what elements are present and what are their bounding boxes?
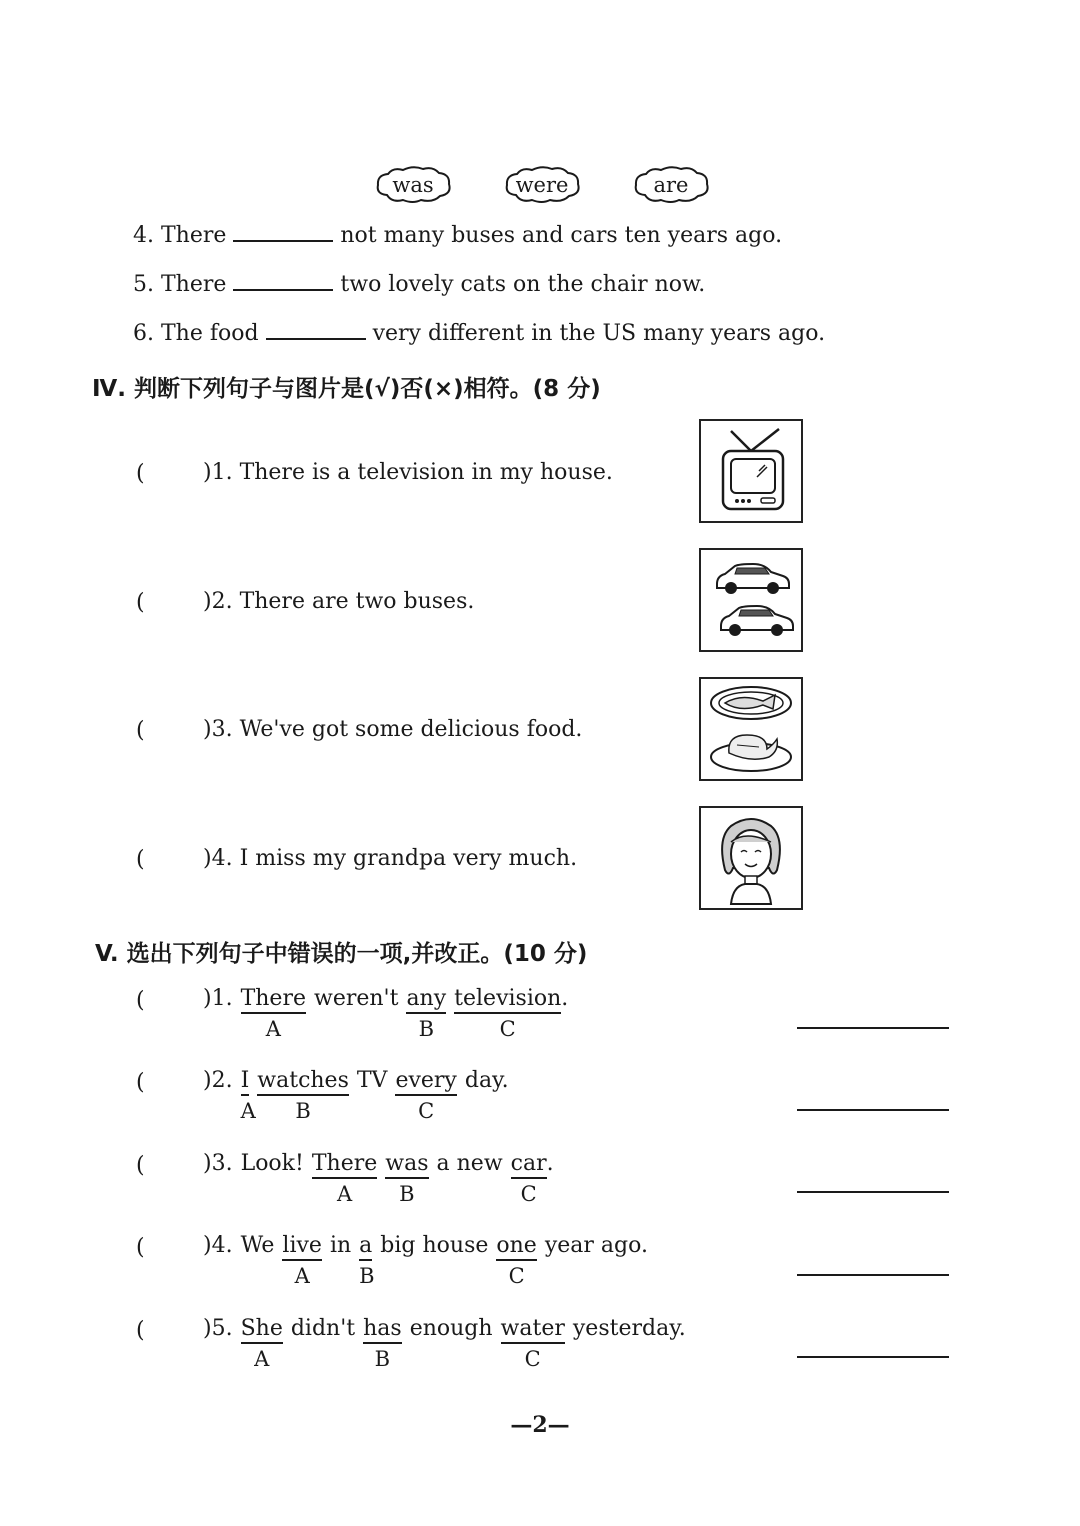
error-sentence-1: )1. There A weren't any B television C . bbox=[203, 986, 569, 1041]
option-c: water C bbox=[500, 1316, 565, 1371]
food-plates-icon bbox=[701, 679, 801, 779]
word-are: are bbox=[653, 173, 689, 197]
answer-blank[interactable] bbox=[233, 222, 333, 242]
option-c: car C bbox=[510, 1151, 547, 1206]
food-picture bbox=[699, 677, 803, 781]
two-cars-picture bbox=[699, 548, 803, 652]
option-a: She A bbox=[240, 1316, 283, 1371]
option-b: watches B bbox=[257, 1068, 349, 1123]
judge-sentence-3: )3. We've got some delicious food. bbox=[203, 717, 583, 742]
answer-blank[interactable] bbox=[233, 271, 333, 291]
television-icon bbox=[701, 421, 801, 521]
option-b: a B bbox=[359, 1233, 375, 1288]
answer-paren[interactable]: ( bbox=[136, 1235, 145, 1260]
option-c: one C bbox=[496, 1233, 537, 1288]
correction-line[interactable] bbox=[797, 1274, 949, 1276]
option-b: any B bbox=[406, 986, 447, 1041]
two-cars-icon bbox=[701, 550, 801, 650]
option-a: There A bbox=[240, 986, 306, 1041]
correction-line[interactable] bbox=[797, 1191, 949, 1193]
option-b: was B bbox=[385, 1151, 429, 1206]
word-were: were bbox=[515, 173, 569, 197]
grandma-icon bbox=[701, 808, 801, 908]
answer-paren[interactable]: ( bbox=[136, 1318, 145, 1343]
page-number: —2— bbox=[510, 1412, 570, 1438]
option-a: live A bbox=[282, 1233, 322, 1288]
word-was: was bbox=[392, 173, 434, 197]
option-b: has B bbox=[363, 1316, 402, 1371]
answer-paren[interactable]: ( bbox=[136, 1153, 145, 1178]
television-picture bbox=[699, 419, 803, 523]
correction-line[interactable] bbox=[797, 1027, 949, 1029]
answer-paren[interactable]: ( bbox=[136, 461, 145, 486]
answer-blank[interactable] bbox=[266, 320, 366, 340]
option-a: There A bbox=[311, 1151, 378, 1206]
option-c: television C bbox=[454, 986, 562, 1041]
word-cloud-was bbox=[373, 165, 453, 205]
fill-sentence-5: 5. There two lovely cats on the chair now. bbox=[133, 272, 706, 297]
section-4-heading: Ⅳ. 判断下列句子与图片是(√)否(×)相符。(8 分) bbox=[92, 376, 601, 402]
judge-sentence-2: )2. There are two buses. bbox=[203, 589, 475, 614]
option-c: every C bbox=[395, 1068, 457, 1123]
grandma-picture bbox=[699, 806, 803, 910]
fill-sentence-4: 4. There not many buses and cars ten years ago. bbox=[133, 223, 783, 248]
option-a: I A bbox=[240, 1068, 256, 1123]
answer-paren[interactable]: ( bbox=[136, 590, 145, 615]
judge-sentence-1: )1. There is a television in my house. bbox=[203, 460, 613, 485]
error-sentence-5: )5. She A didn't has B enough water C yesterday. bbox=[203, 1316, 686, 1371]
error-sentence-3: )3. Look! There A was B a new car C . bbox=[203, 1151, 554, 1206]
error-sentence-2: )2. I A watches B TV every C day. bbox=[203, 1068, 509, 1123]
fill-sentence-6: 6. The food very different in the US many years ago. bbox=[133, 321, 826, 346]
correction-line[interactable] bbox=[797, 1109, 949, 1111]
word-cloud-are bbox=[631, 165, 711, 205]
word-cloud-were bbox=[502, 165, 582, 205]
correction-line[interactable] bbox=[797, 1356, 949, 1358]
error-sentence-4: )4. We live A in a B big house one C year ago. bbox=[203, 1233, 648, 1288]
answer-paren[interactable]: ( bbox=[136, 1070, 145, 1095]
answer-paren[interactable]: ( bbox=[136, 718, 145, 743]
judge-sentence-4: )4. I miss my grandpa very much. bbox=[203, 846, 578, 871]
answer-paren[interactable]: ( bbox=[136, 847, 145, 872]
section-5-heading: V. 选出下列句子中错误的一项,并改正。(10 分) bbox=[95, 941, 588, 967]
answer-paren[interactable]: ( bbox=[136, 988, 145, 1013]
